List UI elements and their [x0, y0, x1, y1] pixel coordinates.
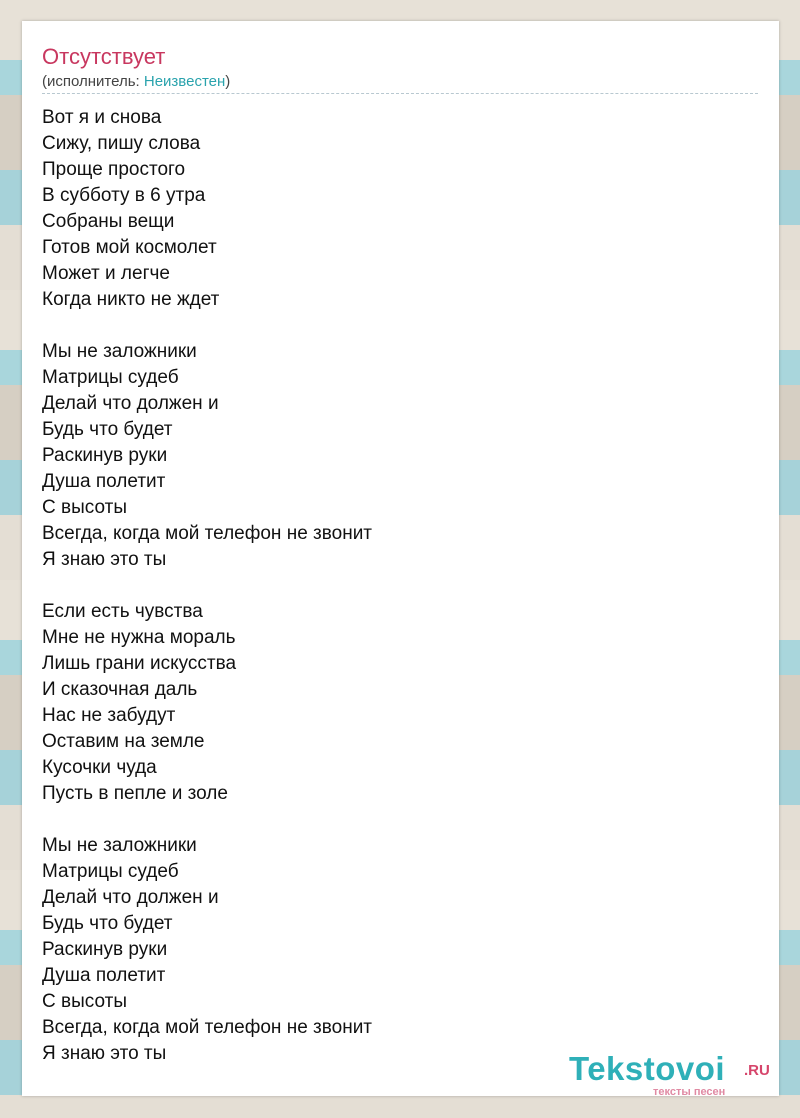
lyric-line: Пусть в пепле и золе — [42, 783, 228, 804]
lyric-line: Матрицы судеб — [42, 367, 179, 388]
lyric-line: Кусочки чуда — [42, 757, 157, 778]
lyric-line: Всегда, когда мой телефон не звонит — [42, 1017, 373, 1038]
lyric-line: Если есть чувства — [42, 601, 203, 622]
stanza — [42, 599, 372, 807]
lyric-line: Готов мой космолет — [42, 237, 217, 258]
lyric-line: Душа полетит — [42, 965, 166, 986]
lyric-line: Матрицы судеб — [42, 861, 179, 882]
lyrics-card — [22, 21, 779, 1096]
stanza — [42, 339, 372, 573]
lyric-line: Мы не заложники — [42, 835, 197, 856]
lyric-line: Мне не нужна мораль — [42, 627, 236, 648]
lyric-line: Может и легче — [42, 263, 170, 284]
lyric-line: Будь что будет — [42, 419, 173, 440]
lyric-line: С высоты — [42, 497, 127, 518]
lyric-line: В субботу в 6 утра — [42, 185, 206, 206]
lyric-line: Душа полетит — [42, 471, 166, 492]
lyrics-body — [42, 105, 372, 1067]
lyric-line: Лишь грани искусства — [42, 653, 237, 674]
stanza — [42, 833, 372, 1067]
lyric-line: Делай что должен и — [42, 393, 219, 414]
stanza — [42, 105, 372, 313]
lyric-line: Делай что должен и — [42, 887, 219, 908]
lyric-line: Мы не заложники — [42, 341, 197, 362]
lyric-line: Я знаю это ты — [42, 1043, 167, 1064]
lyric-line: Проще простого — [42, 159, 186, 180]
lyric-line: Нас не забудут — [42, 705, 176, 726]
lyric-line: Собраны вещи — [42, 211, 175, 232]
lyric-line: Сижу, пишу слова — [42, 133, 201, 154]
logo-wordmark: Tekstovoi — [569, 1050, 726, 1087]
artist-suffix: ) — [225, 73, 231, 90]
artist-prefix: (исполнитель: — [42, 73, 144, 90]
lyric-line: И сказочная даль — [42, 679, 198, 700]
lyric-line: Когда никто не ждет — [42, 289, 220, 310]
lyric-line: С высоты — [42, 991, 127, 1012]
logo-tld: .RU — [744, 1062, 770, 1079]
artist-link[interactable]: Неизвестен — [143, 73, 226, 90]
lyric-line: Раскинув руки — [42, 445, 168, 466]
lyric-line: Будь что будет — [42, 913, 173, 934]
title-divider — [42, 93, 758, 94]
lyric-line: Я знаю это ты — [42, 549, 167, 570]
lyric-line: Всегда, когда мой телефон не звонит — [42, 523, 373, 544]
lyric-line: Оставим на земле — [42, 731, 205, 752]
song-title: Отсутствует — [42, 44, 166, 69]
lyric-line: Раскинув руки — [42, 939, 168, 960]
logo-tagline: тексты песен — [653, 1086, 726, 1098]
lyric-line: Вот я и снова — [42, 107, 162, 128]
site-logo[interactable] — [569, 1051, 774, 1097]
artist-line — [42, 73, 230, 91]
